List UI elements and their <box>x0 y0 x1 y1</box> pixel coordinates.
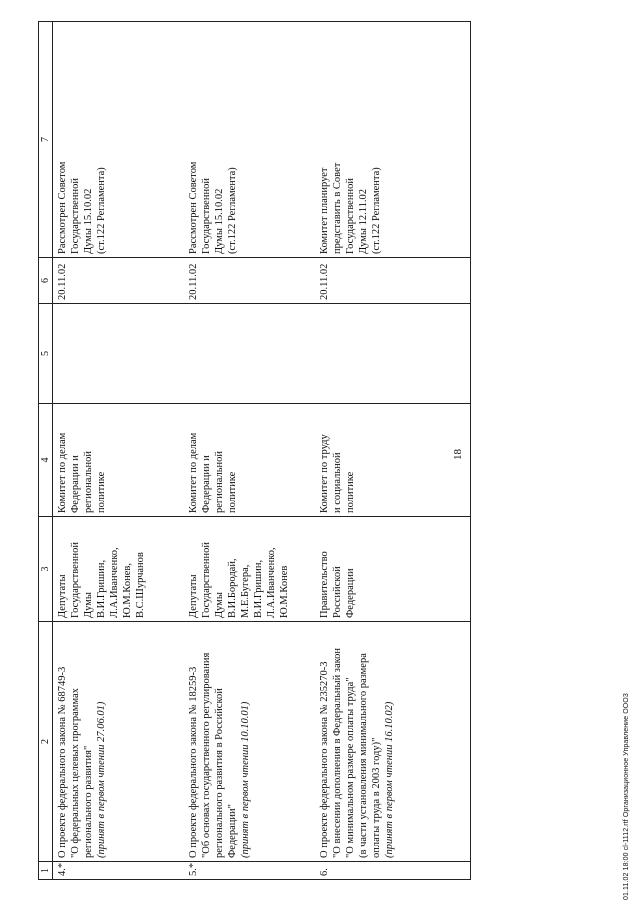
table-row <box>53 22 185 880</box>
col5-cell <box>53 304 185 404</box>
status-note: Рассмотрен Советом Государственной Думы 15.10.02 (ст.122 Регламента) <box>53 22 185 258</box>
bill-title: О проекте федерального закона № 18259-3 "Об основах государственного регулирования регионального развития в Российской Федерации" (принят в первом чтении 10.10.01) <box>184 622 315 862</box>
col-header-5: 5 <box>39 304 53 404</box>
col-header-6: 6 <box>39 258 53 304</box>
col-header-7: 7 <box>39 22 53 258</box>
col-header-3: 3 <box>39 517 53 622</box>
row-number: 6. <box>315 862 471 880</box>
responsible-committee: Комитет по труду и социальной политике <box>315 404 471 517</box>
date-cell: 20.11.02 <box>184 258 315 304</box>
responsible-committee: Комитет по делам Федерации и региональной политике <box>184 404 315 517</box>
date-cell: 20.11.02 <box>53 258 185 304</box>
table-row <box>184 22 315 880</box>
bill-title: О проекте федерального закона № 68749-3 "О федеральных целевых программах регионального развития" (принят в первом чтении 27.06.01) <box>53 622 185 862</box>
row-number: 4.* <box>53 862 185 880</box>
bill-authors: Депутаты Государственной Думы В.И.Бородай, М.Е.Бугера, В.И.Гришин, Л.А.Иванченко, Ю.М.Конев <box>184 517 315 622</box>
bill-authors: Правительство Российской Федерации <box>315 517 471 622</box>
page-number: 18 <box>452 449 464 460</box>
col5-cell <box>184 304 315 404</box>
responsible-committee: Комитет по делам Федерации и региональной политике <box>53 404 185 517</box>
col-header-2: 2 <box>39 622 53 862</box>
status-note: Комитет планирует представить в Совет Государственной Думы 12.11.02 (ст.122 Регламента) <box>315 22 471 258</box>
col5-cell <box>315 304 471 404</box>
status-note: Рассмотрен Советом Государственной Думы 15.10.02 (ст.122 Регламента) <box>184 22 315 258</box>
bill-title: О проекте федерального закона № 235270-3 "О внесении дополнения в Федеральный закон "О минимальном размере оплаты труда" (в части установления минимального размера оплаты труда в 2003 году)" (принят в первом чтении 16.10.02) <box>315 622 471 862</box>
date-cell: 20.11.02 <box>315 258 471 304</box>
bills-table <box>38 21 471 880</box>
footer-print-info: 01.11.02 18:00 cl-1112.rtf Организационное Управление ООО3 <box>623 693 630 900</box>
table-row <box>315 22 471 880</box>
bill-authors: Депутаты Государственной Думы В.И.Гришин, Л.А.Иванченко, Ю.М.Конев, В.С.Шурчанов <box>53 517 185 622</box>
row-number: 5.* <box>184 862 315 880</box>
col-header-4: 4 <box>39 404 53 517</box>
col-header-1: 1 <box>39 862 53 880</box>
header-row <box>39 22 53 880</box>
